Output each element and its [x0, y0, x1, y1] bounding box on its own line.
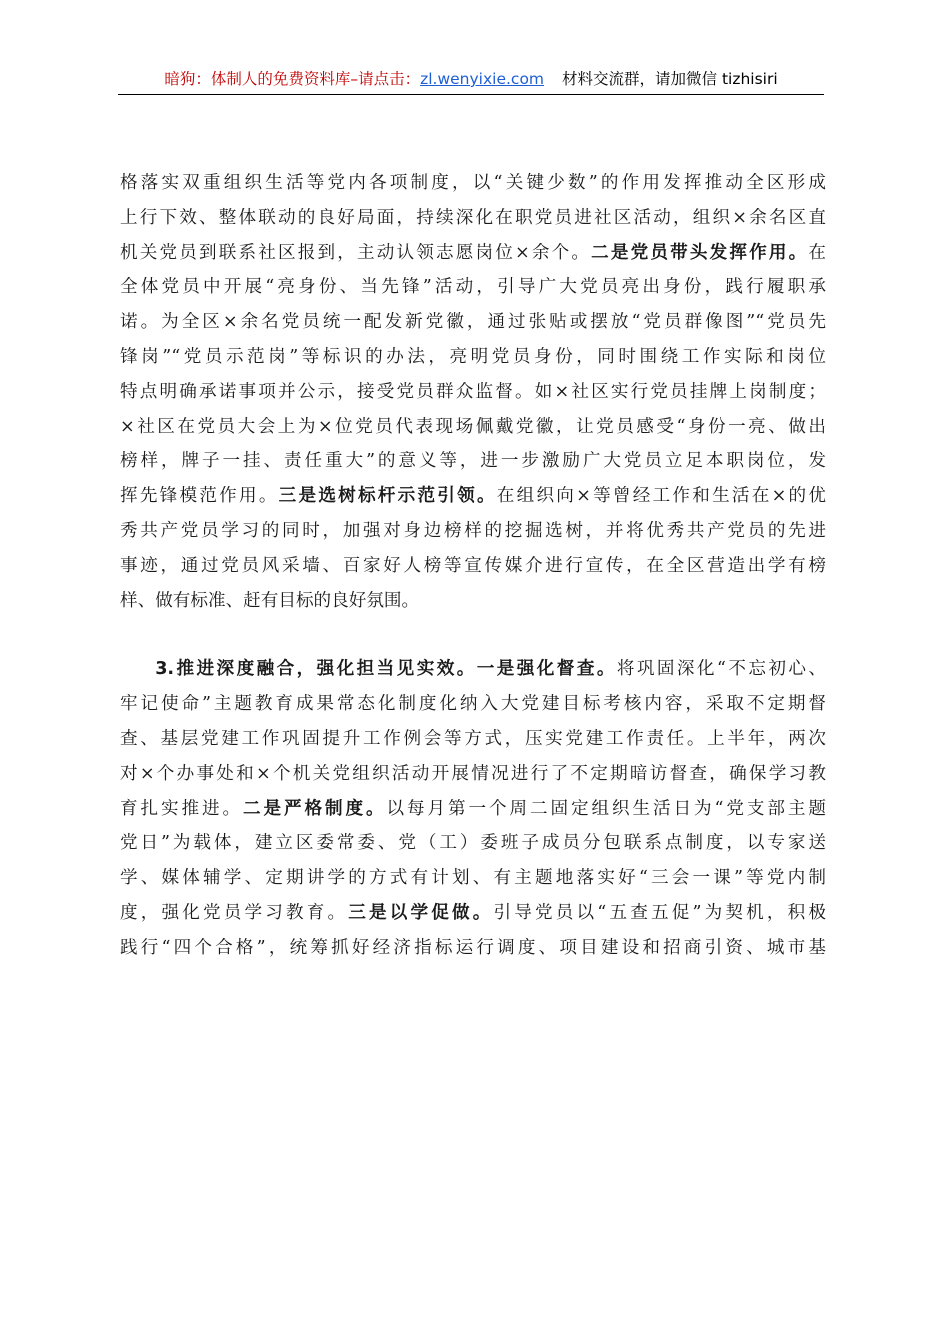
bold-heading: 一是强化督查。 [476, 659, 617, 680]
header-link[interactable]: zl.wenyixie.com [420, 70, 545, 88]
text-line: 诺。为全区×余名党员统一配发新党徽，通过张贴或摆放“党员群像图”“党员先 [120, 312, 826, 333]
bold-heading: 三是以学促做。 [348, 902, 494, 923]
text-line: 锋岗”“党员示范岗”等标识的办法，亮明党员身份，同时围绕工作实际和岗位 [120, 346, 826, 367]
text-run: 引导党员以“五查五促”为契机，积极 [493, 902, 826, 923]
text-line: ×社区在党员大会上为×位党员代表现场佩戴党徽，让党员感受“身份一亮、做出 [120, 416, 826, 437]
paragraph-2 [120, 652, 826, 965]
text-line [120, 896, 826, 931]
text-run: 在 [808, 242, 826, 263]
bold-heading: 二是党员带头发挥作用。 [591, 242, 809, 263]
page-header [118, 68, 824, 95]
text-run: 在组织向×等曾经工作和生活在×的优 [496, 486, 826, 507]
text-line [120, 236, 826, 271]
text-line: 上行下效、整体联动的良好局面，持续深化在职党员进社区活动，组织×余名区直 [120, 207, 826, 228]
text-line: 全体党员中开展“亮身份、当先锋”活动，引导广大党员亮出身份，践行履职承 [120, 277, 826, 298]
text-line: 格落实双重组织生活等党内各项制度，以“关键少数”的作用发挥推动全区形成 [120, 173, 826, 193]
text-line: 秀共产党员学习的同时，加强对身边榜样的挖掘选树，并将优秀共产党员的先进 [120, 520, 826, 541]
header-prompt: –请点击： [350, 70, 421, 88]
text-line: 牢记使命”主题教育成果常态化制度化纳入大党建目标考核内容，采取不定期督 [120, 694, 826, 715]
text-line: 学、媒体辅学、定期讲学的方式有计划、有主题地落实好“三会一课”等党内制 [120, 868, 826, 889]
text-run: 育扎实推进。 [120, 798, 243, 819]
section-heading: 3.推进深度融合，强化担当见实效。 [155, 659, 477, 680]
bold-heading: 三是选树标杆示范引领。 [278, 486, 497, 507]
text-line: 查、基层党建工作巩固提升工作例会等方式，压实党建工作责任。上半年，两次 [120, 728, 826, 749]
text-run: 将巩固深化“不忘初心、 [616, 659, 826, 680]
text-line [120, 792, 826, 827]
text-run: 机关党员到联系社区报到，主动认领志愿岗位×余个。 [120, 242, 592, 263]
text-run: 度，强化党员学习教育。 [120, 902, 349, 923]
header-contact: 材料交流群，请加微信 tizhisiri [562, 70, 778, 88]
text-line: 样、做有标准、赶有目标的良好氛围。 [120, 590, 420, 611]
bold-heading: 二是严格制度。 [243, 798, 387, 819]
text-line: 特点明确承诺事项并公示，接受党员群众监督。如×社区实行党员挂牌上岗制度； [120, 381, 826, 402]
header-brand: 暗狗：体制人的免费资料库 [164, 70, 351, 88]
text-run: 挥先锋模范作用。 [120, 486, 279, 507]
text-line: 对×个办事处和×个机关党组织活动开展情况进行了不定期暗访督查，确保学习教 [120, 763, 826, 784]
document-body [120, 166, 826, 966]
text-line [120, 652, 826, 687]
paragraph-1 [120, 166, 826, 618]
text-line: 榜样，牌子一挂、责任重大”的意义等，进一步激励广大党员立足本职岗位，发 [120, 451, 826, 472]
text-line: 践行“四个合格”，统筹抓好经济指标运行调度、项目建设和招商引资、城市基 [120, 937, 826, 958]
text-line: 党日”为载体，建立区委常委、党（工）委班子成员分包联系点制度，以专家送 [120, 833, 826, 854]
text-line: 事迹，通过党员风采墙、百家好人榜等宣传媒介进行宣传，在全区营造出学有榜 [120, 555, 826, 576]
text-line [120, 479, 826, 514]
text-run: 以每月第一个周二固定组织生活日为“党支部主题 [386, 798, 826, 819]
